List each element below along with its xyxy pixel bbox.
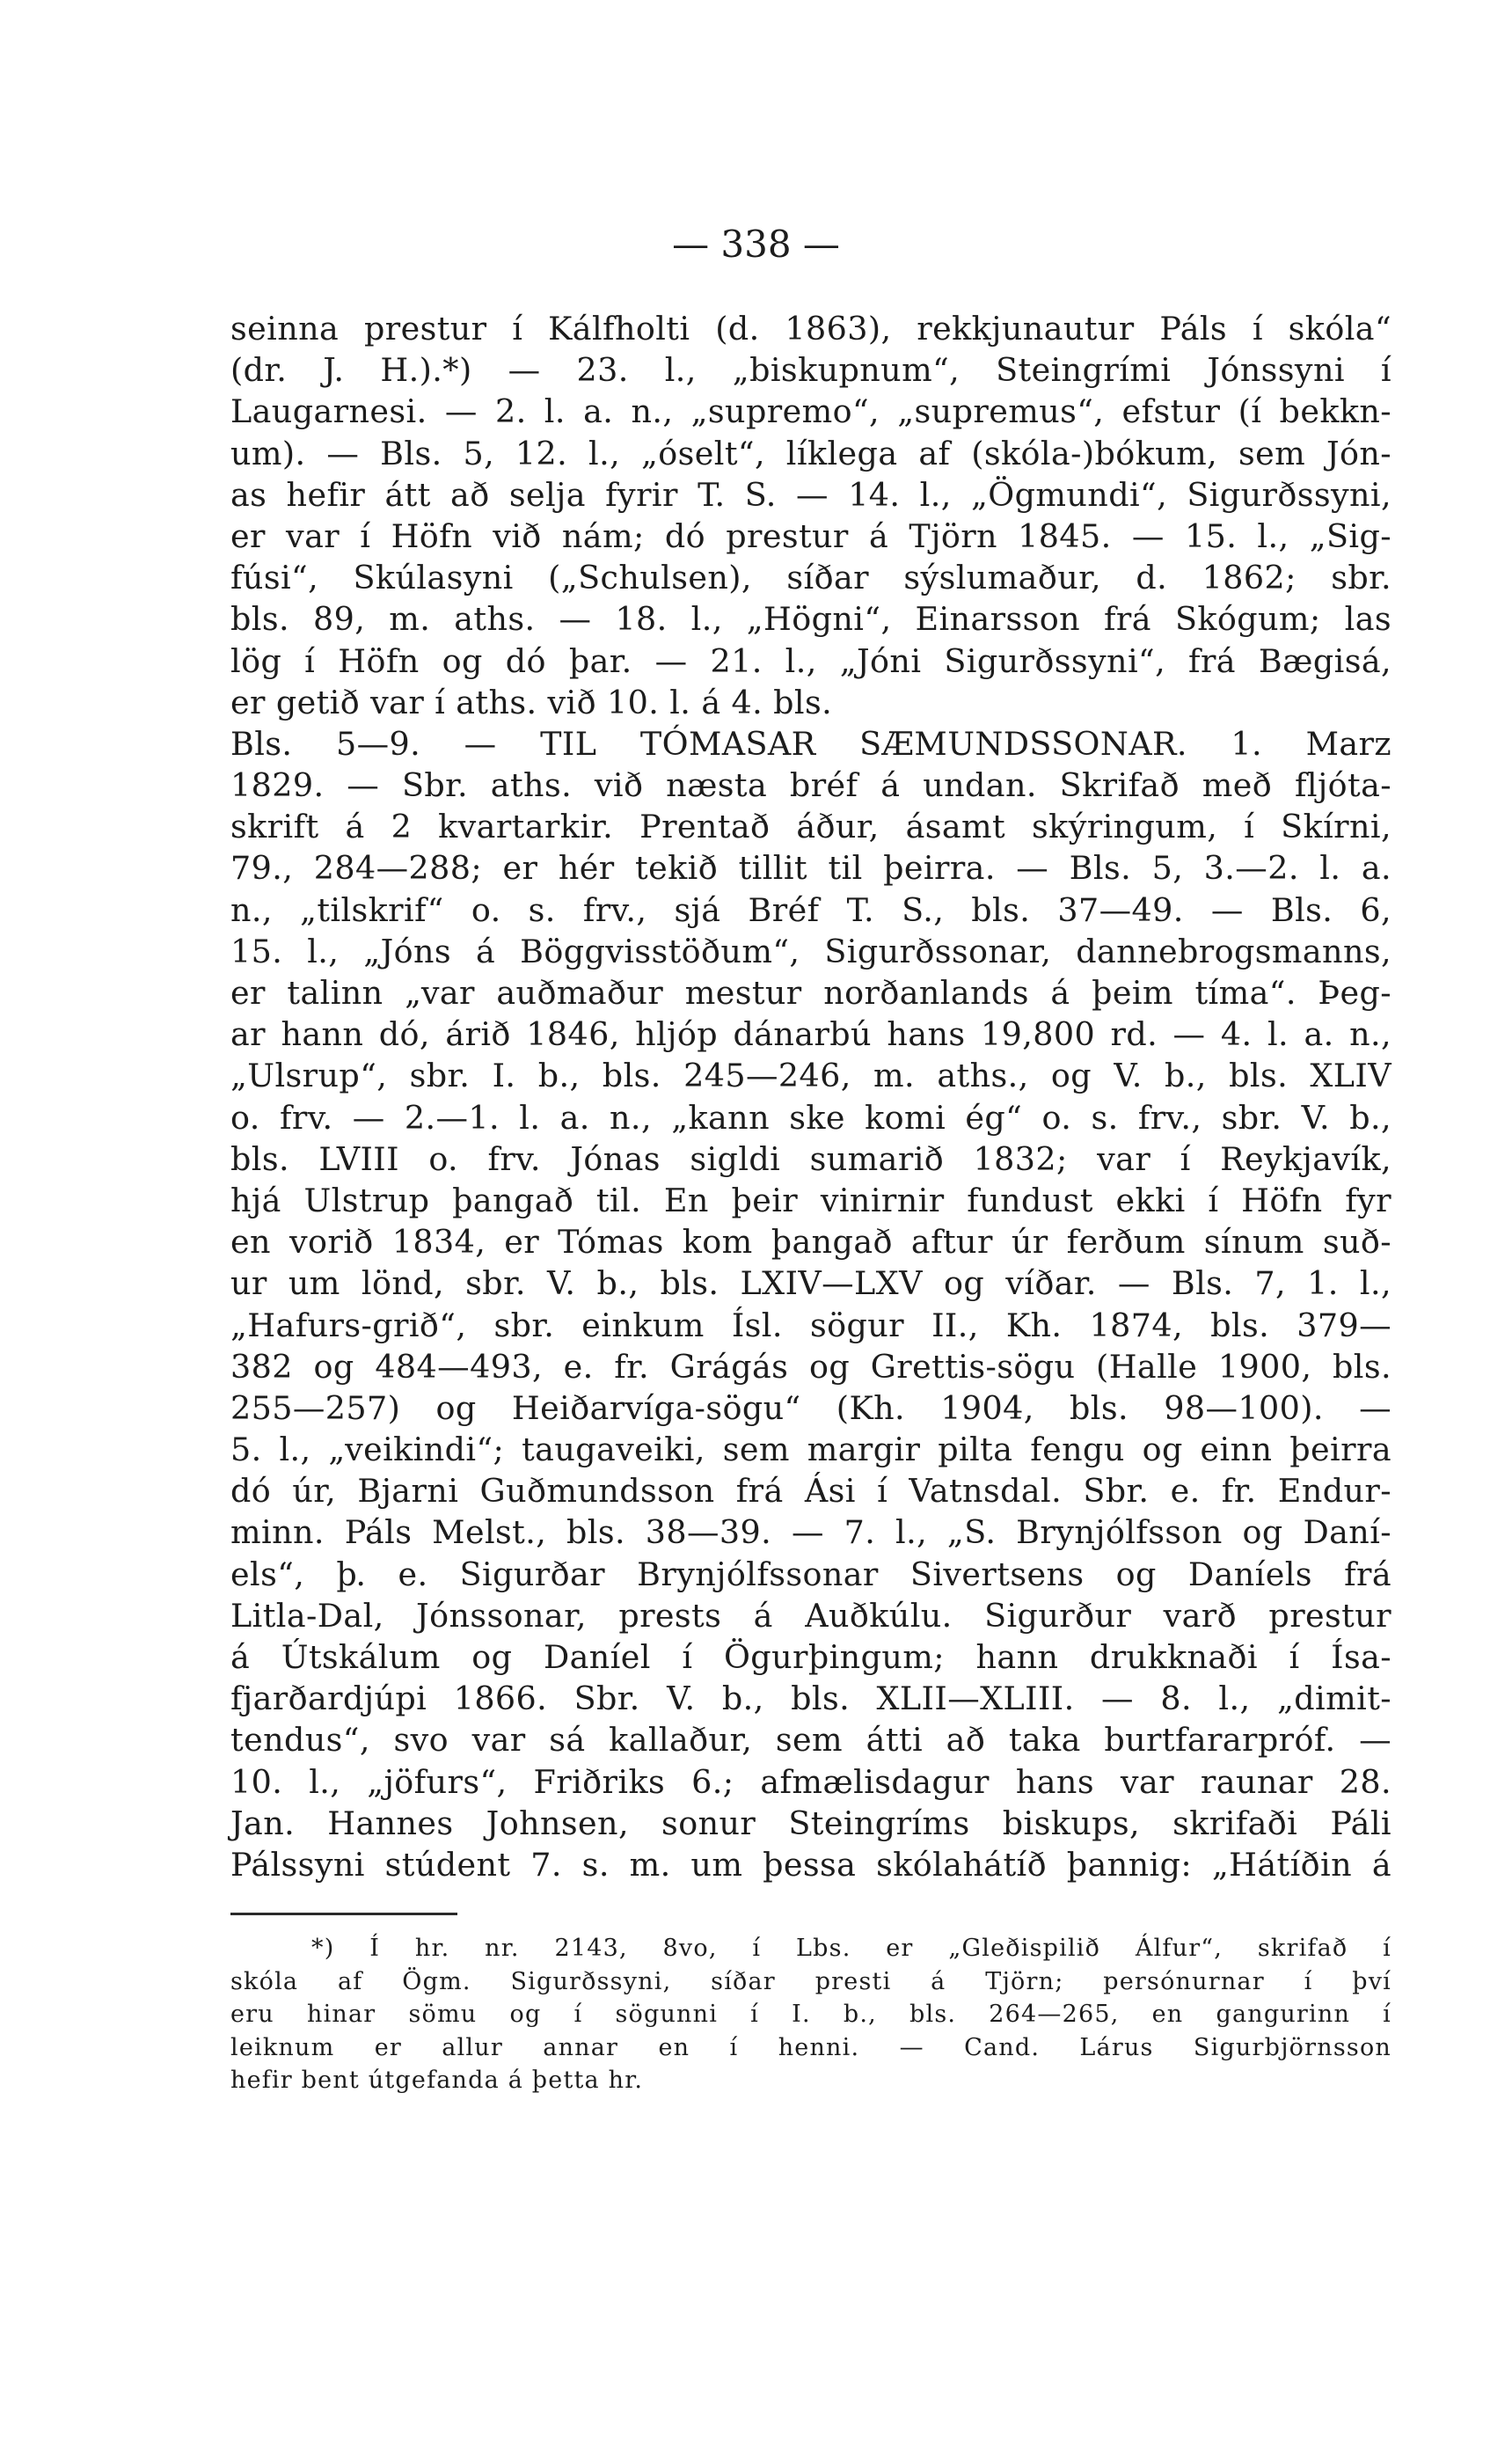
text-line: „Ulsrup“, sbr. I. b., bls. 245—246, m. aths., og V. b., bls. XLIV [230, 1057, 1391, 1095]
text-line: minn. Páls Melst., bls. 38—39. — 7. l., „S. Brynjólfsson og Daní- [230, 1513, 1391, 1552]
text-line: o. frv. — 2.—1. l. a. n., „kann ske komi ég“ o. s. frv., sbr. V. b., [230, 1098, 1391, 1137]
text-line: er var í Höfn við nám; dó prestur á Tjörn 1845. — 15. l., „Sig- [230, 516, 1391, 555]
text-line: 10. l., „jöfurs“, Friðriks 6.; afmælisdagur hans var raunar 28. [230, 1762, 1391, 1801]
text-line: 382 og 484—493, e. fr. Grágás og Grettis-sögu (Halle 1900, bls. [230, 1347, 1391, 1386]
text-line: dó úr, Bjarni Guðmundsson frá Ási í Vatnsdal. Sbr. e. fr. Endur- [230, 1472, 1391, 1511]
text-line: ur um lönd, sbr. V. b., bls. LXIV—LXV og víðar. — Bls. 7, 1. l., [230, 1264, 1391, 1303]
text-line: Laugarnesi. — 2. l. a. n., „supremo“, „supremus“, efstur (í bekkn- [230, 392, 1391, 431]
footnote-line: leiknum er allur annar en í henni. — Cand. Lárus Sigurbjörnsson [230, 2033, 1391, 2061]
footnote-line: skóla af Ögm. Sigurðssyni, síðar presti á Tjörn; persónurnar í því [230, 1967, 1391, 1995]
text-line: er getið var í aths. við 10. l. á 4. bls. [230, 683, 833, 721]
text-line: Litla-Dal, Jónssonar, prests á Auðkúlu. Sigurður varð prestur [230, 1596, 1391, 1635]
text-line: seinna prestur í Kálfholti (d. 1863), rekkjunautur Páls í skóla“ [230, 310, 1391, 348]
text-line: fúsi“, Skúlasyni („Schulsen), síðar sýslumaður, d. 1862; sbr. [230, 559, 1391, 597]
text-line: 79., 284—288; er hér tekið tillit til þeirra. — Bls. 5, 3.—2. l. a. [230, 849, 1391, 888]
text-line: bls. 89, m. aths. — 18. l., „Högni“, Einarsson frá Skógum; las [230, 600, 1391, 639]
text-line: hjá Ulstrup þangað til. En þeir vinirnir fundust ekki í Höfn fyr [230, 1181, 1391, 1219]
text-line: els“, þ. e. Sigurðar Brynjólfssonar Sivertsens og Daníels frá [230, 1555, 1391, 1593]
section-heading-line: Bls. 5—9. — TIL TÓMASAR SÆMUNDSSONAR. 1. Marz [230, 724, 1391, 763]
body-text [230, 308, 1391, 1885]
text-line: 5. l., „veikindi“; taugaveiki, sem margir pilta fengu og einn þeirra [230, 1431, 1391, 1469]
text-line: er talinn „var auðmaður mestur norðanlands á þeim tíma“. Þeg- [230, 974, 1391, 1012]
footnote-line: eru hinar sömu og í sögunni í I. b., bls. 264—265, en gangurinn í [230, 2001, 1391, 2028]
footnote [230, 1932, 1391, 2097]
text-line: 255—257) og Heiðarvíga-sögu“ (Kh. 1904, bls. 98—100). — [230, 1388, 1391, 1427]
text-line: tendus“, svo var sá kallaður, sem átti að taka burtfararpróf. — [230, 1721, 1391, 1760]
text-line: n., „tilskrif“ o. s. frv., sjá Bréf T. S., bls. 37—49. — Bls. 6, [230, 890, 1391, 929]
footnote-line: *) Í hr. nr. 2143, 8vo, í Lbs. er „Gleðispilið Álfur“, skrifað í [311, 1935, 1391, 1962]
text-line: Jan. Hannes Johnsen, sonur Steingríms biskups, skrifaði Páli [230, 1804, 1391, 1842]
text-line: lög í Höfn og dó þar. — 21. l., „Jóni Sigurðssyni“, frá Bægisá, [230, 641, 1391, 680]
text-line: 15. l., „Jóns á Böggvisstöðum“, Sigurðssonar, dannebrogsmanns, [230, 932, 1391, 970]
page-number: — 338 — [672, 223, 840, 266]
text-line: um). — Bls. 5, 12. l., „óselt“, líklega af (skóla-)bókum, sem Jón- [230, 434, 1391, 472]
text-line: fjarðardjúpi 1866. Sbr. V. b., bls. XLII—XLIII. — 8. l., „dimit- [230, 1679, 1391, 1718]
text-line: en vorið 1834, er Tómas kom þangað aftur úr ferðum sínum suð- [230, 1223, 1391, 1262]
text-line: „Hafurs-grið“, sbr. einkum Ísl. sögur II., Kh. 1874, bls. 379— [230, 1306, 1391, 1344]
text-line: á Útskálum og Daníel í Ögurþingum; hann drukknaði í Ísa- [230, 1638, 1391, 1676]
footnote-divider [230, 1913, 457, 1915]
footnote-line: hefir bent útgefanda á þetta hr. [230, 2067, 644, 2094]
text-line: as hefir átt að selja fyrir T. S. — 14. l., „Ögmundi“, Sigurðssyni, [230, 475, 1391, 514]
text-line: ar hann dó, árið 1846, hljóp dánarbú hans 19,800 rd. — 4. l. a. n., [230, 1015, 1391, 1054]
text-line: bls. LVIII o. frv. Jónas sigldi sumarið 1832; var í Reykjavík, [230, 1139, 1391, 1178]
text-line: (dr. J. H.).*) — 23. l., „biskupnum“, Steingrími Jónssyni í [230, 351, 1391, 390]
text-line: skrift á 2 kvartarkir. Prentað áður, ásamt skýringum, í Skírni, [230, 808, 1391, 846]
text-line: 1829. — Sbr. aths. við næsta bréf á undan. Skrifað með fljóta- [230, 766, 1391, 805]
text-line: Pálssyni stúdent 7. s. m. um þessa skólahátíð þannig: „Hátíðin á [230, 1845, 1391, 1884]
